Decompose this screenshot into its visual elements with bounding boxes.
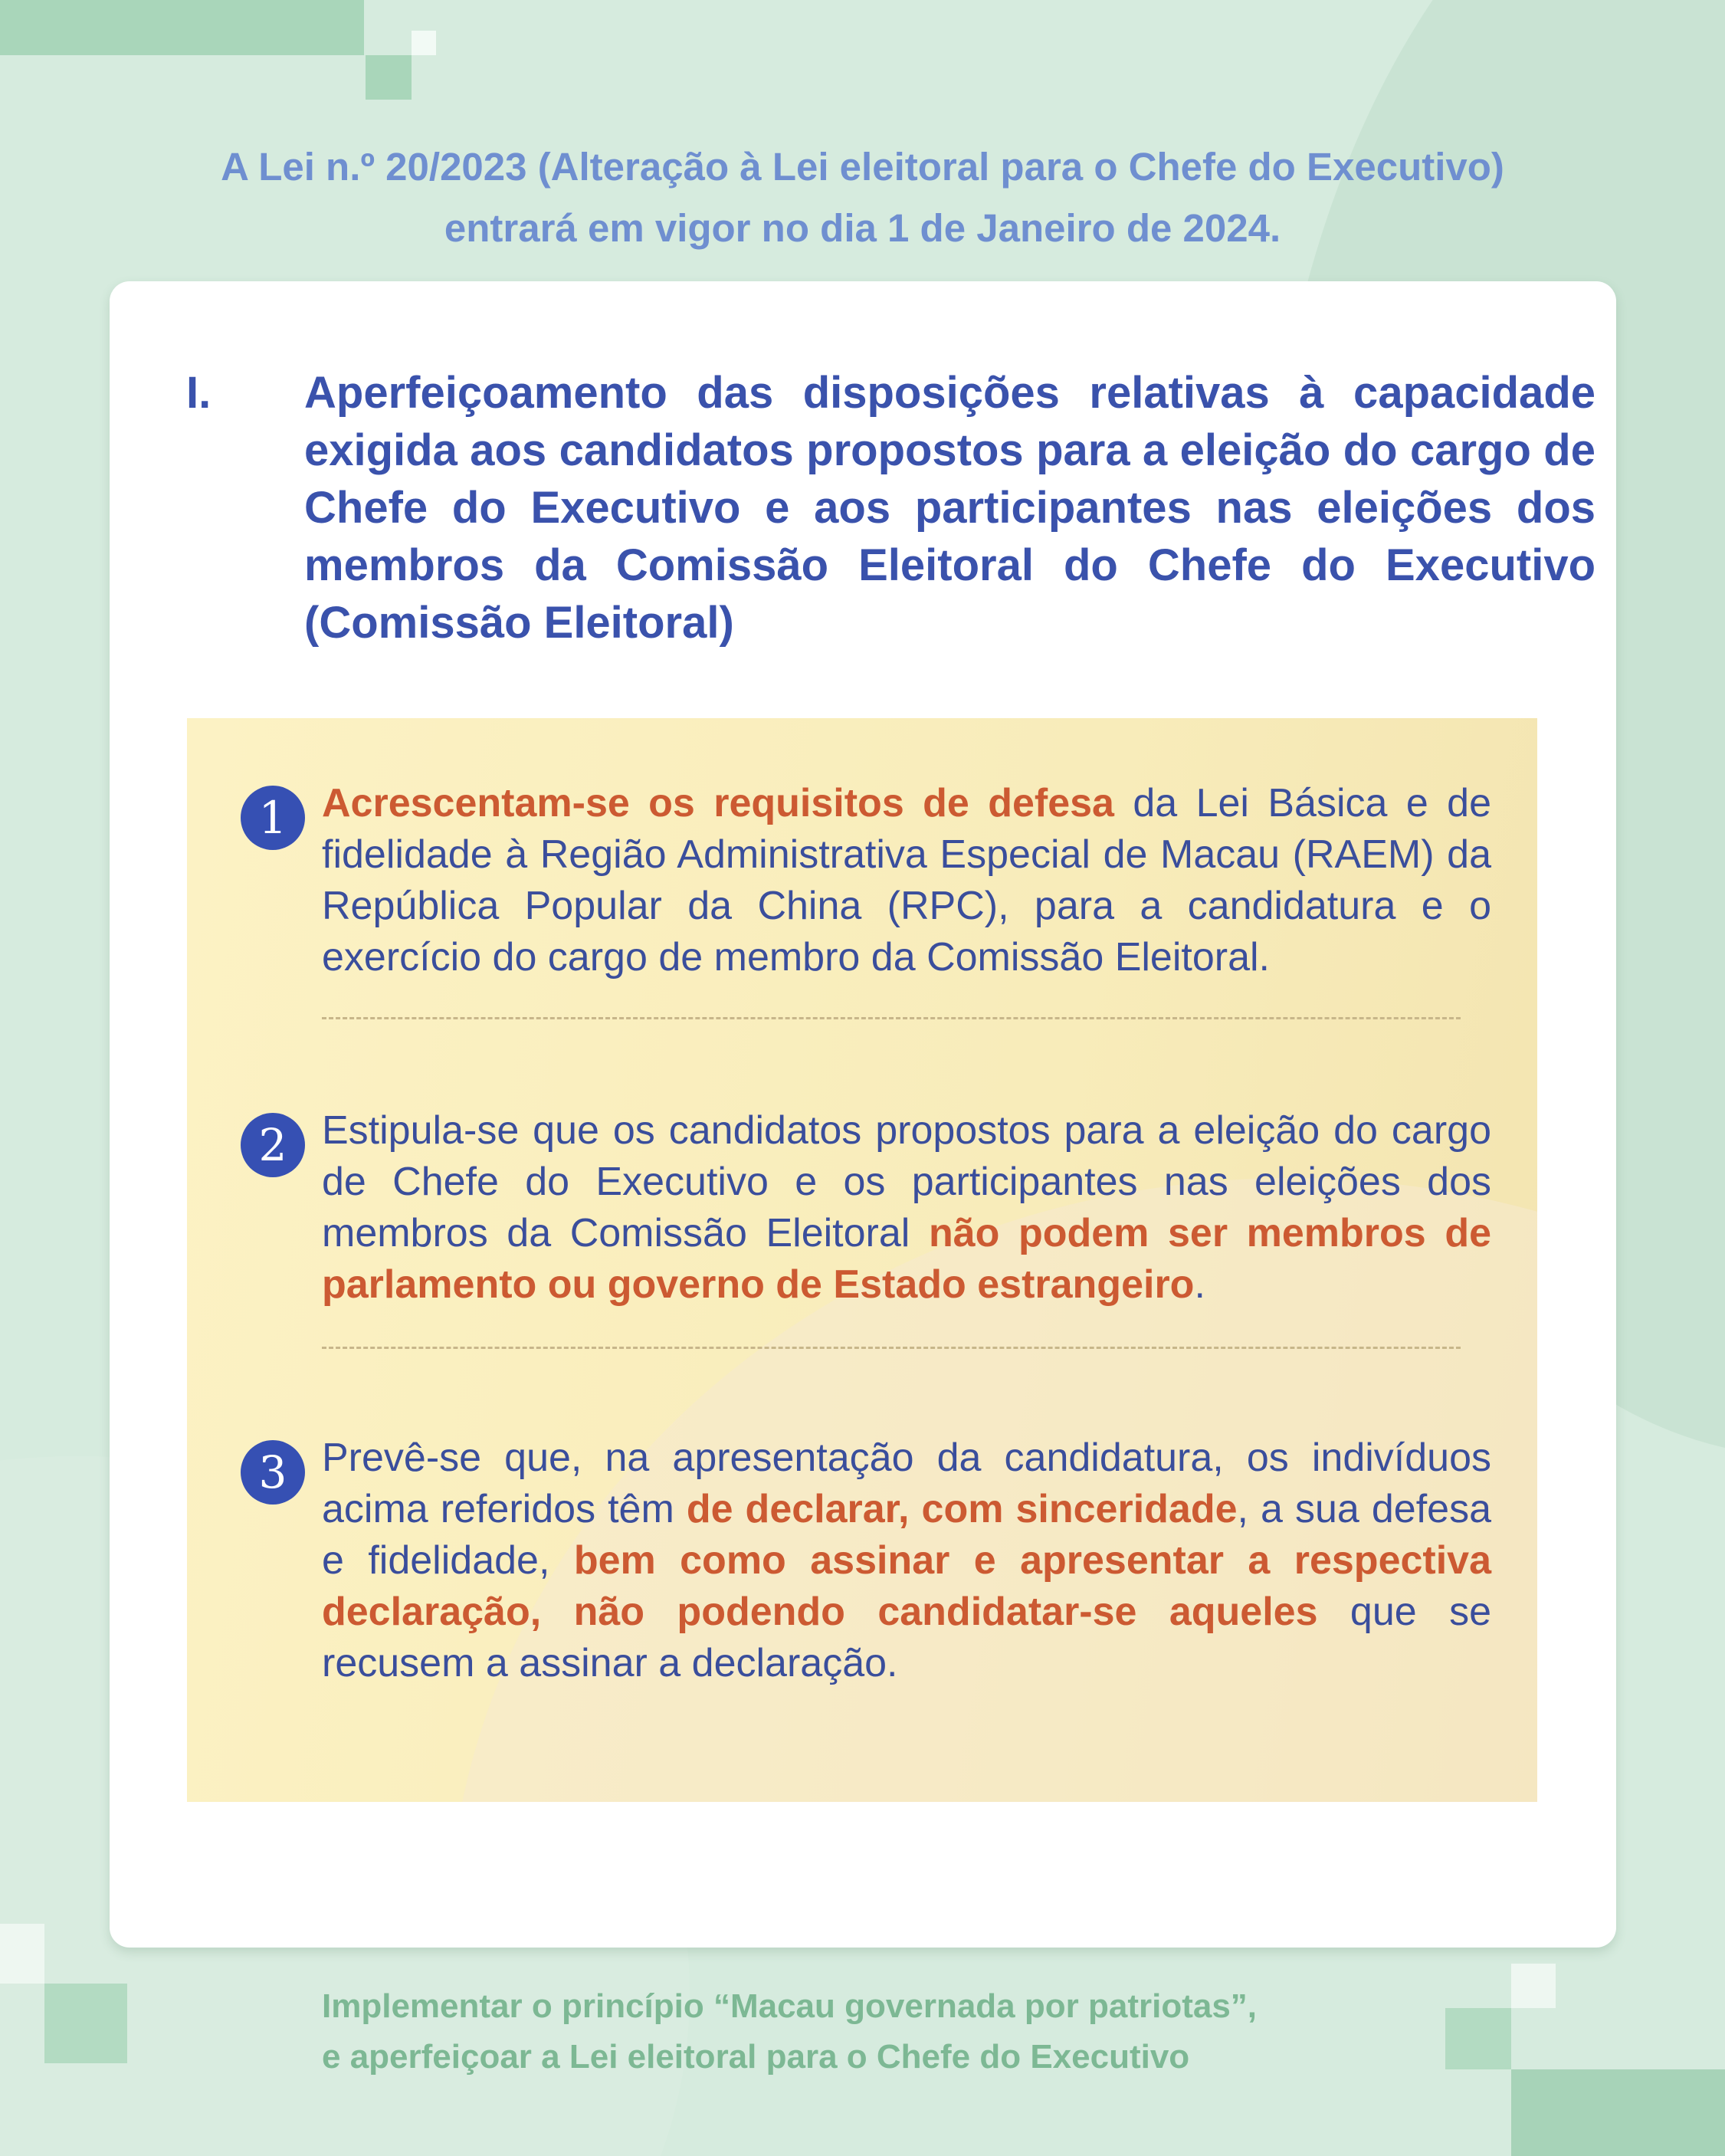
highlighted-text: bem como assinar e apresentar a respectiva declaração, não podendo candidatar-se aqueles xyxy=(322,1538,1492,1634)
header-line-1: A Lei n.º 20/2023 (Alteração à Lei eleitoral para o Chefe do Executivo) xyxy=(221,145,1504,189)
measure-text xyxy=(322,778,1491,983)
decorative-square xyxy=(44,1984,127,2063)
measure-text xyxy=(322,1105,1491,1311)
decorative-square xyxy=(366,55,412,100)
highlighted-text: Acrescentam-se os requisitos de defesa xyxy=(322,781,1114,825)
footer-line-1: Implementar o princípio “Macau governada por patriotas”, xyxy=(322,1987,1258,2025)
body-text: . xyxy=(1194,1262,1205,1307)
dashed-divider xyxy=(322,1017,1461,1019)
body-text: Prevê-se que, na apresentação da candidatura, os indivíduos acima referidos têm xyxy=(322,1436,1491,1531)
body-text: Estipula-se que os candidatos propostos para a eleição do cargo de Chefe do Executivo e os participantes nas eleições dos membros da Comissão Eleitoral xyxy=(322,1108,1491,1255)
content-card xyxy=(110,281,1616,1948)
section-number: I. xyxy=(186,368,212,418)
body-text: da Lei Básica e de fidelidade à Região Administrativa Especial de Macau (RAEM) da República Popular da China (RPC), para a candidatura e o exercício do cargo de membro da Comissão Eleitoral. xyxy=(322,781,1491,980)
body-text: que se recusem a assinar a declaração. xyxy=(322,1590,1491,1685)
body-text: , a sua defesa e fidelidade, xyxy=(322,1487,1491,1583)
footer-line-2: e aperfeiçoar a Lei eleitoral para o Chefe do Executivo xyxy=(322,2038,1190,2076)
highlighted-text: não podem ser membros de parlamento ou governo de Estado estrangeiro xyxy=(322,1211,1491,1307)
highlighted-text: de declarar, com sinceridade xyxy=(686,1487,1238,1531)
measure-text xyxy=(322,1432,1491,1689)
page-header xyxy=(0,136,1725,259)
decorative-square xyxy=(0,0,364,55)
measures-panel xyxy=(187,718,1537,1802)
dashed-divider xyxy=(322,1347,1461,1349)
page-footer xyxy=(322,1981,1471,2082)
number-badge: 3 xyxy=(241,1440,305,1505)
section-title: Aperfeiçoamento das disposições relativas à capacidade exigida aos candidatos propostos para a eleição do cargo de Chefe do Executivo e aos participantes nas eleições dos membros da Comissão Eleitoral do Chefe do Executivo (Comissão Eleitoral) xyxy=(304,368,1595,648)
number-badge: 2 xyxy=(241,1113,305,1177)
decorative-square xyxy=(412,31,436,55)
decorative-square xyxy=(1511,2069,1725,2156)
header-line-2: entrará em vigor no dia 1 de Janeiro de 2024. xyxy=(444,206,1281,250)
number-badge: 1 xyxy=(241,786,305,850)
decorative-square xyxy=(1511,1964,1556,2008)
decorative-square xyxy=(0,1924,44,1984)
